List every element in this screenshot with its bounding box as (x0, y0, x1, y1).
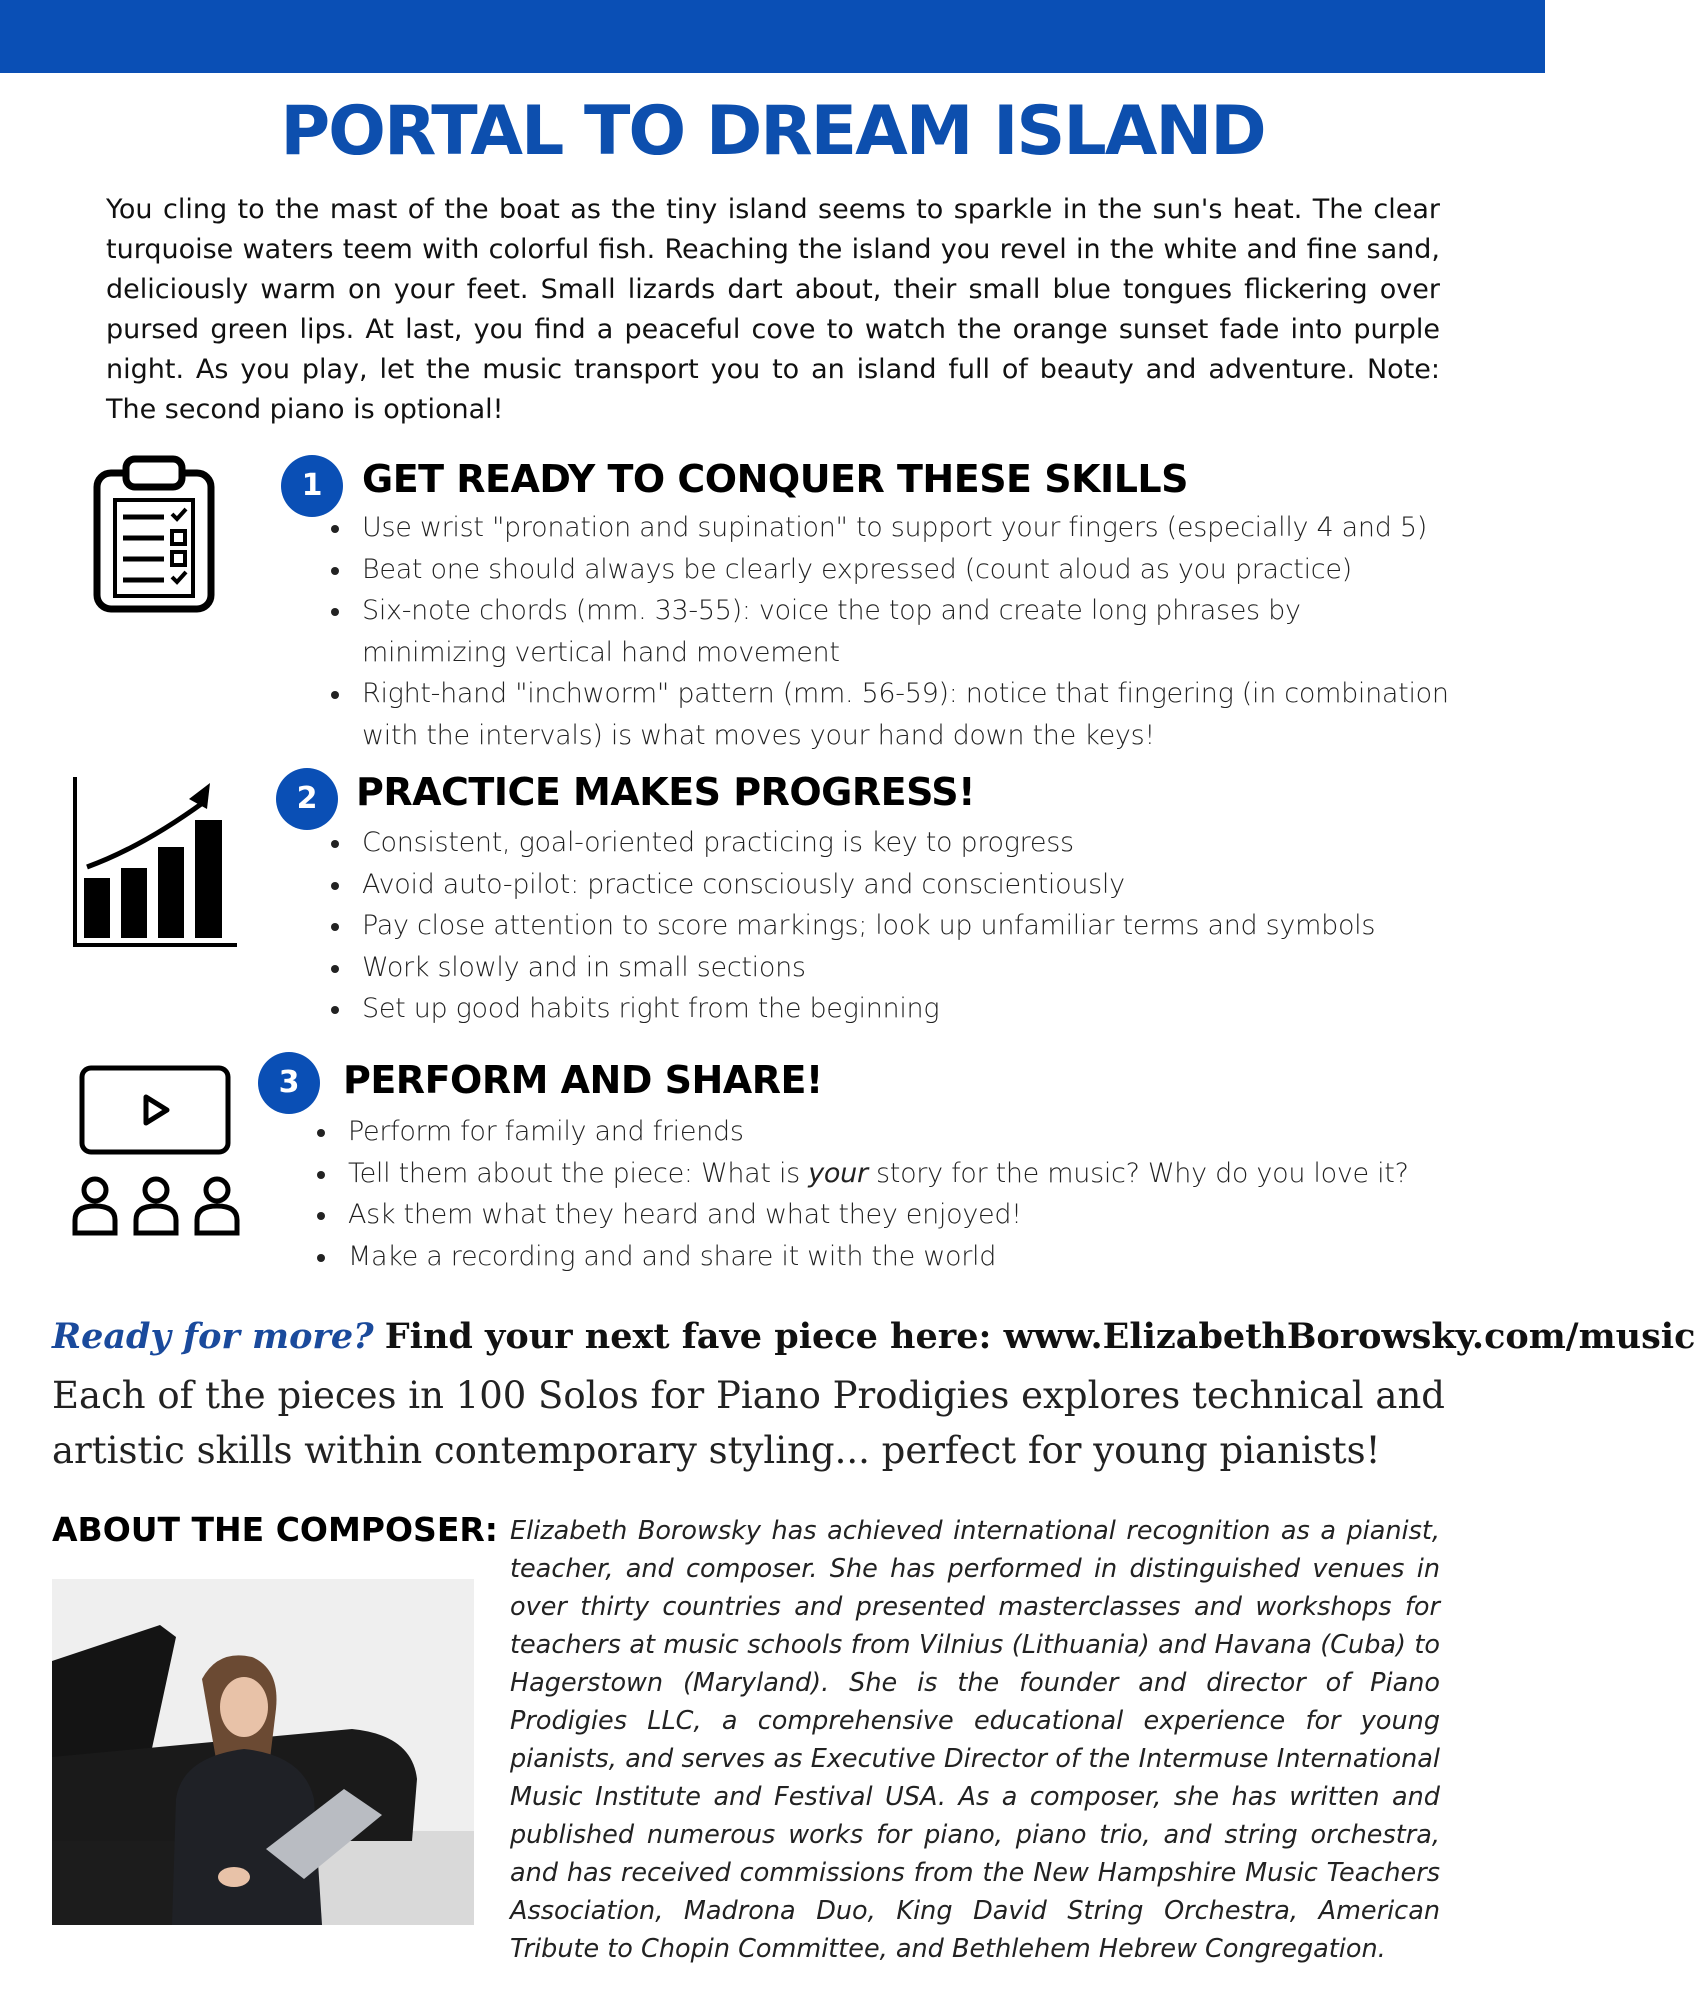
step-number-2: 2 (276, 768, 338, 830)
list-item: Ask them what they heard and what they enjoyed! (312, 1194, 1452, 1236)
list-item: Perform for family and friends (312, 1111, 1452, 1153)
composer-photo (52, 1579, 474, 1925)
composer-bio: Elizabeth Borowsky has achieved international recognition as a pianist, teacher, and composer. She has performed in distinguished venues in over thirty countries and presented masterclasses and workshops for teachers at music schools from Vilnius (Lithuania) and Havana (Cuba) to Hagerstown (Maryland). She is the founder and director of Piano Prodigies LLC, a comprehensive educational experience for young pianists, and serves as Executive Director of the Intermuse International Music Institute and Festival USA. As a composer, she has written and published numerous works for piano, piano trio, and string orchestra, and has received commissions from the New Hampshire Music Teachers Association, Madrona Duo, King David String Orchestra, American Tribute to Chopin Committee, and Bethlehem Hebrew Congregation. (510, 1516, 1440, 1964)
website-link[interactable]: Find your next fave piece here: www.ElizabethBorowsky.com/music (384, 1316, 1695, 1357)
list-item: Work slowly and in small sections (326, 947, 1451, 989)
about-heading: ABOUT THE COMPOSER: (52, 1510, 498, 1549)
collection-description: Each of the pieces in 100 Solos for Piano Prodigies explores technical and artistic skills within contemporary styling... perfect for young pianists! (52, 1374, 1445, 1472)
step-number-3: 3 (258, 1052, 320, 1114)
list-item: Set up good habits right from the beginning (326, 988, 1451, 1030)
clipboard-checklist-icon (92, 455, 216, 620)
intro-paragraph: You cling to the mast of the boat as the tiny island seems to sparkle in the sun's heat. The clear turquoise waters teem with colorful fish. Reaching the island you revel in the white and fine sand, deliciously warm on your feet. Small lizards dart about, their small blue tongues flickering over pursed green lips. At last, you find a peaceful cove to watch the orange sunset fade into purple night. As you play, let the music transport you to an island full of beauty and adventure. Note: The second piano is optional! (106, 194, 1440, 425)
section-heading-practice: PRACTICE MAKES PROGRESS! (356, 770, 975, 814)
ready-question: Ready for more? (52, 1316, 374, 1357)
list-item: Beat one should always be clearly expressed (count aloud as you practice) (326, 549, 1451, 591)
list-item: Consistent, goal-oriented practicing is key to progress (326, 822, 1451, 864)
practice-list (326, 822, 1451, 1030)
step-number-1: 1 (281, 455, 343, 517)
list-item: Avoid auto-pilot: practice consciously and conscientiously (326, 864, 1451, 906)
top-banner-bar (0, 0, 1545, 73)
list-item-story: Tell them about the piece: What is your story for the music? Why do you love it? (312, 1153, 1452, 1195)
list-item: Pay close attention to score markings; look up unfamiliar terms and symbols (326, 905, 1451, 947)
list-item: Make a recording and and share it with the world (312, 1236, 1452, 1278)
section-heading-skills: GET READY TO CONQUER THESE SKILLS (362, 457, 1188, 501)
video-audience-icon (72, 1065, 240, 1242)
page-title: PORTAL TO DREAM ISLAND (280, 92, 1265, 171)
list-item: Six-note chords (mm. 33-55): voice the top and create long phrases by minimizing vertical hand movement (326, 590, 1451, 673)
list-item: Use wrist "pronation and supination" to support your fingers (especially 4 and 5) (326, 507, 1451, 549)
section-heading-perform: PERFORM AND SHARE! (343, 1058, 823, 1102)
growth-chart-icon (72, 775, 238, 955)
ready-for-more-line (52, 1316, 1695, 1357)
list-item: Right-hand "inchworm" pattern (mm. 56-59): notice that fingering (in combination with the intervals) is what moves your hand down the keys! (326, 673, 1451, 756)
skills-list (326, 507, 1451, 756)
perform-list (312, 1111, 1452, 1277)
